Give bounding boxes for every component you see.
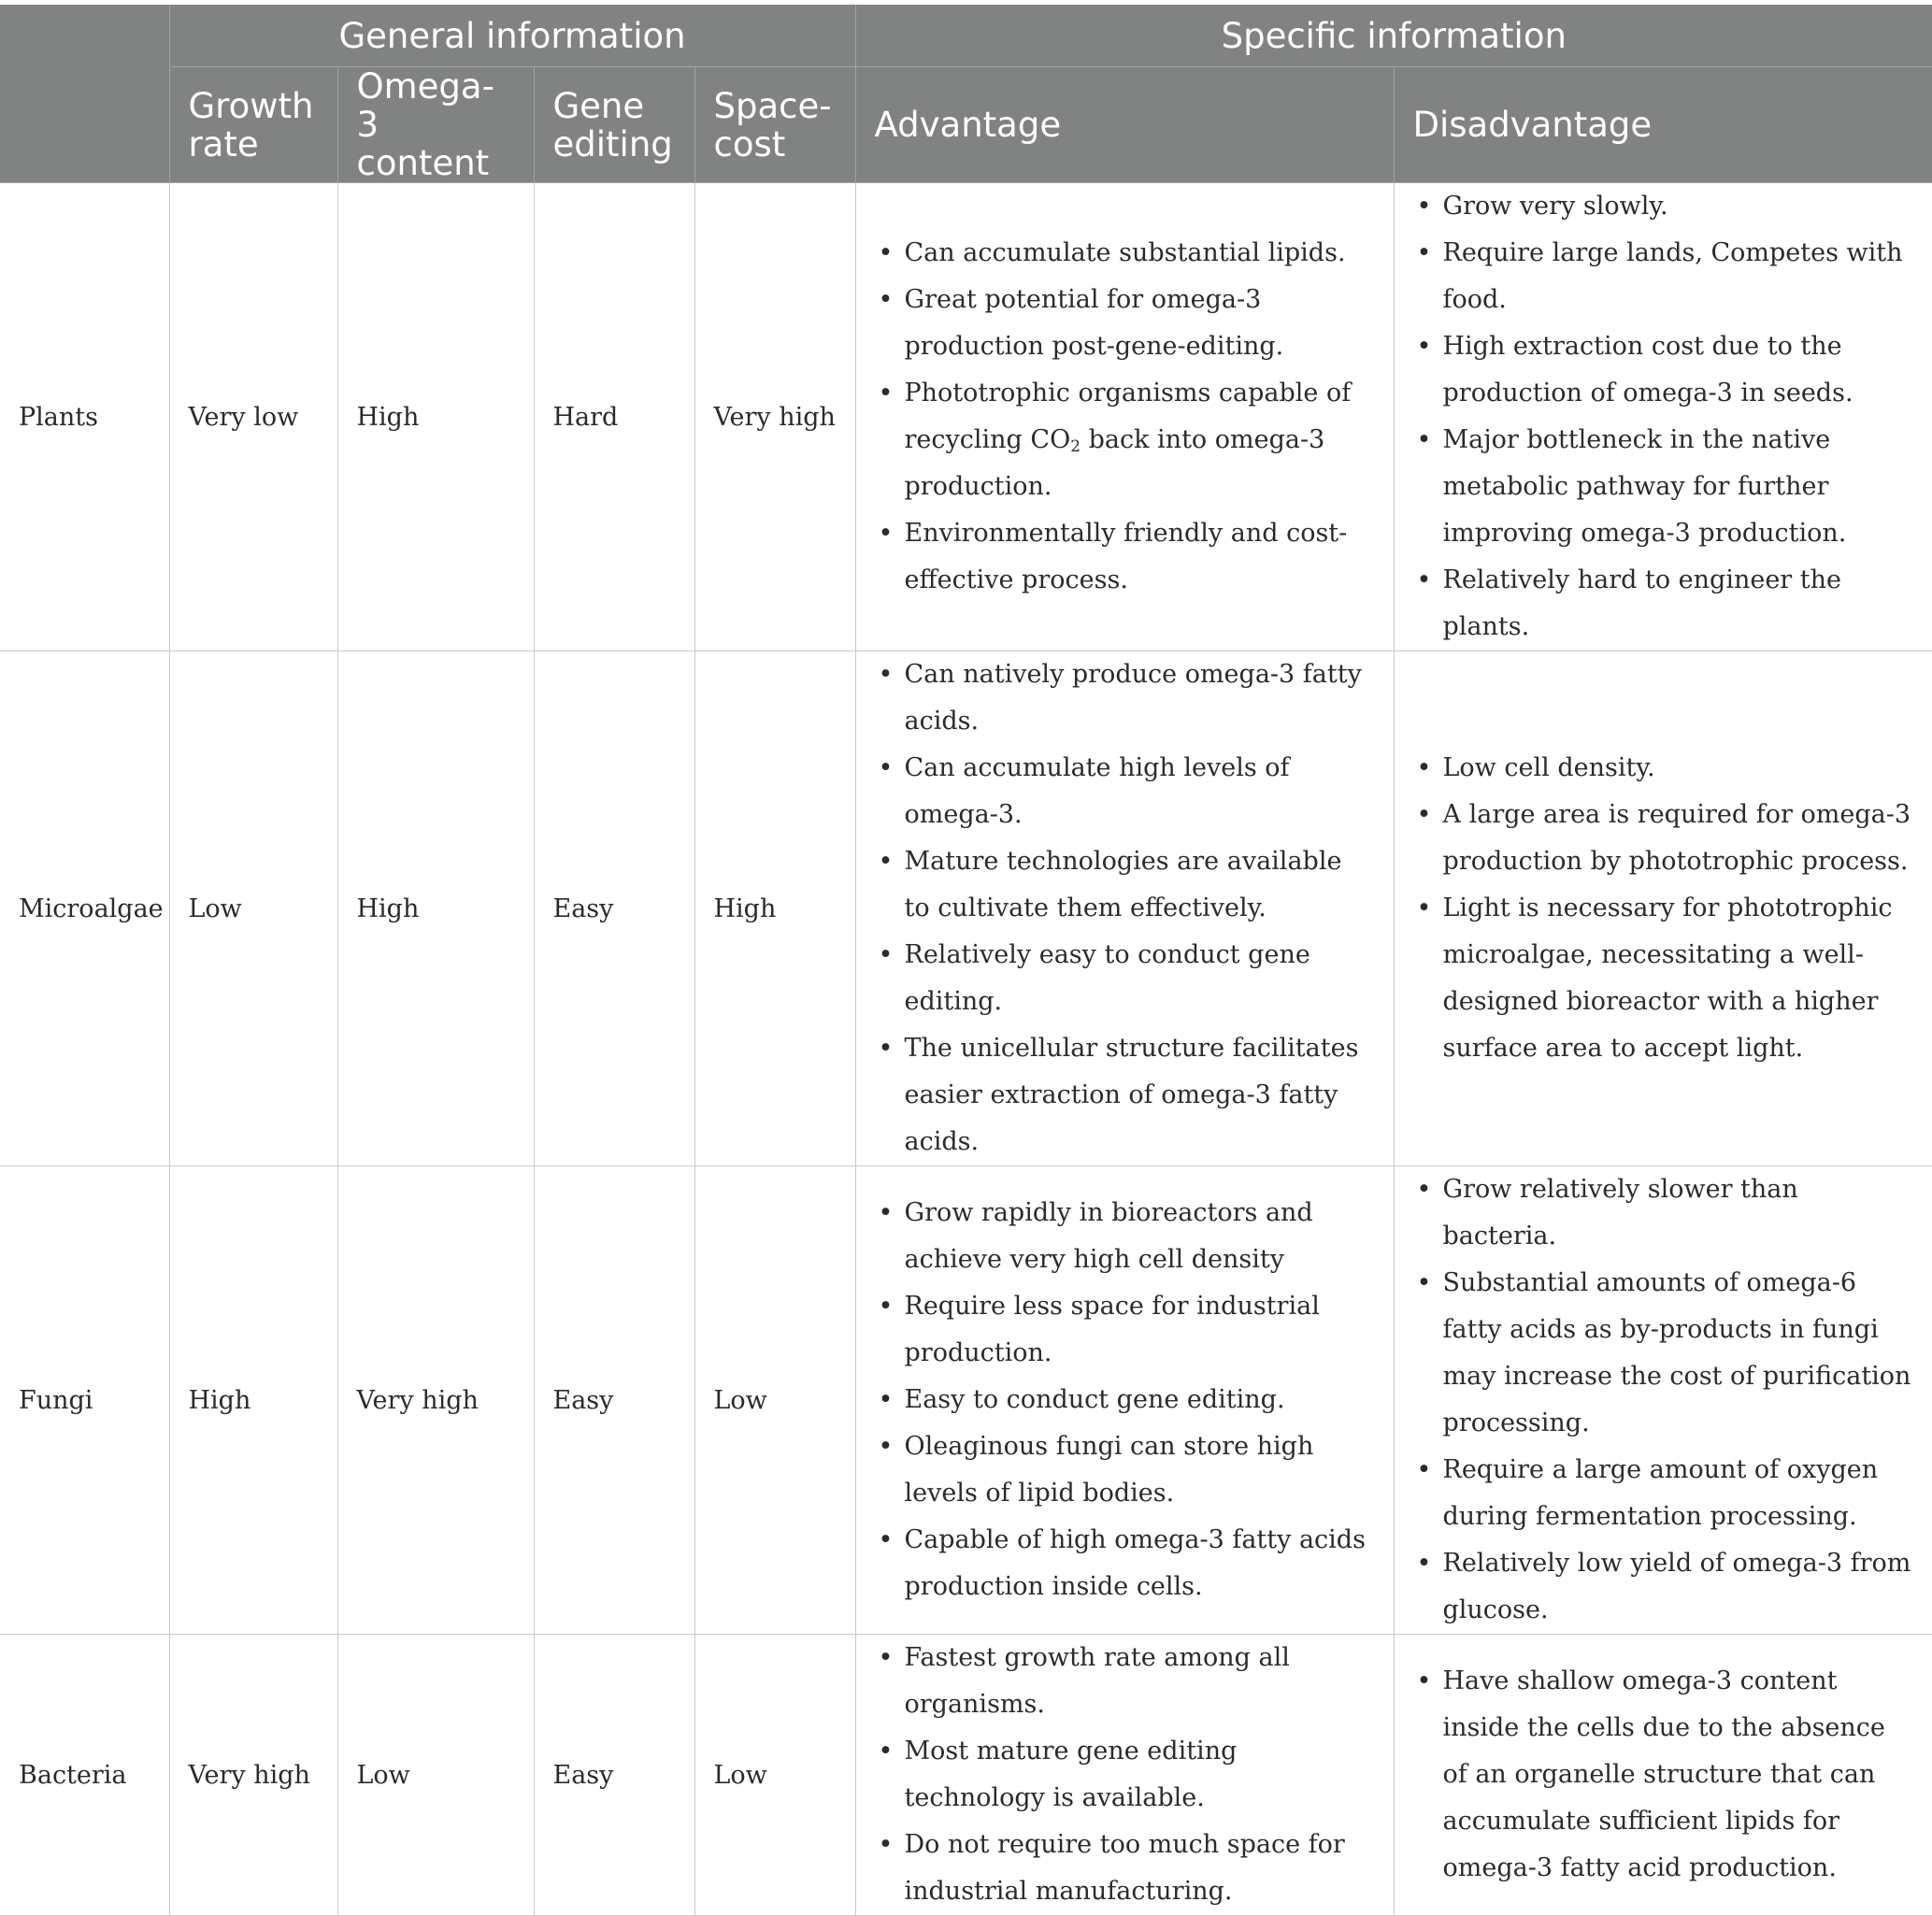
advantage-list bbox=[875, 1635, 1375, 1915]
advantage-cell bbox=[855, 651, 1394, 1166]
table-row bbox=[0, 651, 1932, 1166]
table-row bbox=[0, 1635, 1932, 1916]
growth-rate-cell: Very low bbox=[169, 183, 337, 651]
space-cost-cell: Low bbox=[694, 1166, 855, 1635]
advantage-list bbox=[875, 1190, 1375, 1610]
header-omega3-content-line2: content bbox=[356, 143, 490, 183]
table-row bbox=[0, 1166, 1932, 1635]
list-item: • Easy to conduct gene editing. bbox=[905, 1377, 1375, 1423]
omega3-content-cell: High bbox=[337, 183, 534, 651]
growth-rate-cell: Low bbox=[169, 651, 337, 1166]
gene-editing-cell: Easy bbox=[534, 651, 694, 1166]
gene-editing-cell: Hard bbox=[534, 183, 694, 651]
disadvantage-cell bbox=[1394, 1635, 1932, 1916]
organism-cell: Fungi bbox=[0, 1166, 169, 1635]
header-growth-rate-line1: Growth bbox=[188, 85, 314, 126]
list-item: • Major bottleneck in the native metabolic pathway for further improving omega-3 production. bbox=[1443, 417, 1914, 557]
table-row bbox=[0, 183, 1932, 651]
list-item: • Substantial amounts of omega-6 fatty acids as by-products in fungi may increase the cost of purification processing. bbox=[1443, 1260, 1914, 1447]
list-item: • Grow rapidly in bioreactors and achieve very high cell density bbox=[905, 1190, 1375, 1283]
organism-cell: Bacteria bbox=[0, 1635, 169, 1916]
list-item: • Do not require too much space for industrial manufacturing. bbox=[905, 1822, 1375, 1915]
disadvantage-list bbox=[1413, 745, 1914, 1072]
list-item: • Fastest growth rate among all organisms. bbox=[905, 1635, 1375, 1728]
list-item: • Most mature gene editing technology is available. bbox=[905, 1728, 1375, 1822]
omega3-content-cell: Very high bbox=[337, 1166, 534, 1635]
space-cost-cell: Low bbox=[694, 1635, 855, 1916]
header-corner-cell bbox=[0, 5, 169, 183]
disadvantage-cell bbox=[1394, 1166, 1932, 1635]
list-item: • High extraction cost due to the production of omega-3 in seeds. bbox=[1443, 323, 1914, 417]
advantage-list bbox=[875, 651, 1375, 1165]
header-gene-editing-line1: Gene bbox=[552, 85, 645, 126]
gene-editing-cell: Easy bbox=[534, 1166, 694, 1635]
list-item: • Environmentally friendly and cost-effective process. bbox=[905, 510, 1375, 604]
list-item: • Require large lands, Competes with food. bbox=[1443, 230, 1914, 323]
list-item-text: Phototrophic organisms capable of recycling CO bbox=[904, 379, 1352, 454]
list-item: • Have shallow omega-3 content inside the cells due to the absence of an organelle structure that can accumulate sufficient lipids for omega-3 fatty acid production. bbox=[1443, 1658, 1914, 1892]
disadvantage-list bbox=[1413, 1166, 1914, 1634]
list-item: • Light is necessary for phototrophic microalgae, necessitating a well-designed bioreactor with a higher surface area to accept light. bbox=[1443, 885, 1914, 1072]
organism-cell: Microalgae bbox=[0, 651, 169, 1166]
omega3-content-cell: High bbox=[337, 651, 534, 1166]
list-item: • The unicellular structure facilitates easier extraction of omega-3 fatty acids. bbox=[905, 1025, 1375, 1165]
header-specific-information: Specific information bbox=[855, 5, 1932, 67]
table-header bbox=[0, 5, 1932, 183]
space-cost-cell: High bbox=[694, 651, 855, 1166]
comparison-table bbox=[0, 5, 1932, 1916]
list-item: • Relatively easy to conduct gene editing. bbox=[905, 932, 1375, 1025]
list-item: • Capable of high omega-3 fatty acids production inside cells. bbox=[905, 1517, 1375, 1610]
omega3-content-cell: Low bbox=[337, 1635, 534, 1916]
growth-rate-cell: Very high bbox=[169, 1635, 337, 1916]
header-growth-rate bbox=[169, 67, 337, 183]
subscript-text: 2 bbox=[1070, 437, 1081, 456]
disadvantage-list bbox=[1413, 1658, 1914, 1892]
header-group-row bbox=[0, 5, 1932, 67]
list-item: • Oleaginous fungi can store high levels of lipid bodies. bbox=[905, 1423, 1375, 1517]
list-item: • Relatively hard to engineer the plants. bbox=[1443, 557, 1914, 651]
list-item: • Can accumulate substantial lipids. bbox=[905, 230, 1375, 277]
header-growth-rate-line2: rate bbox=[188, 123, 259, 164]
header-space-cost-line2: cost bbox=[713, 123, 786, 164]
list-item: • Relatively low yield of omega-3 from glucose. bbox=[1443, 1540, 1914, 1634]
advantage-cell bbox=[855, 183, 1394, 651]
advantage-cell bbox=[855, 1635, 1394, 1916]
list-item: • Low cell density. bbox=[1443, 745, 1914, 792]
header-column-row bbox=[0, 67, 1932, 183]
list-item: • Grow very slowly. bbox=[1443, 183, 1914, 230]
header-omega3-content-line1: Omega-3 bbox=[356, 66, 494, 145]
advantage-cell bbox=[855, 1166, 1394, 1635]
header-space-cost-line1: Space- bbox=[713, 85, 832, 126]
list-item: • Require less space for industrial production. bbox=[905, 1283, 1375, 1377]
header-gene-editing-line2: editing bbox=[552, 123, 673, 164]
organism-cell: Plants bbox=[0, 183, 169, 651]
growth-rate-cell: High bbox=[169, 1166, 337, 1635]
list-item: • Mature technologies are available to cultivate them effectively. bbox=[905, 838, 1375, 932]
header-omega3-content bbox=[337, 67, 534, 183]
list-item: • Grow relatively slower than bacteria. bbox=[1443, 1166, 1914, 1260]
disadvantage-cell bbox=[1394, 651, 1932, 1166]
list-item: • Require a large amount of oxygen during fermentation processing. bbox=[1443, 1447, 1914, 1540]
advantage-list bbox=[875, 230, 1375, 604]
list-item bbox=[905, 370, 1375, 510]
disadvantage-list bbox=[1413, 183, 1914, 651]
space-cost-cell: Very high bbox=[694, 183, 855, 651]
list-item: • A large area is required for omega-3 production by phototrophic process. bbox=[1443, 792, 1914, 885]
list-item: • Can accumulate high levels of omega-3. bbox=[905, 745, 1375, 838]
disadvantage-cell bbox=[1394, 183, 1932, 651]
header-space-cost bbox=[694, 67, 855, 183]
header-gene-editing bbox=[534, 67, 694, 183]
table-body bbox=[0, 183, 1932, 1916]
header-advantage: Advantage bbox=[855, 67, 1394, 183]
header-general-information: General information bbox=[169, 5, 855, 67]
list-item: • Can natively produce omega-3 fatty acids. bbox=[905, 651, 1375, 745]
header-disadvantage: Disadvantage bbox=[1394, 67, 1932, 183]
list-item: • Great potential for omega-3 production post-gene-editing. bbox=[905, 277, 1375, 370]
list-item-text: back into omega-3 production. bbox=[904, 425, 1325, 501]
gene-editing-cell: Easy bbox=[534, 1635, 694, 1916]
